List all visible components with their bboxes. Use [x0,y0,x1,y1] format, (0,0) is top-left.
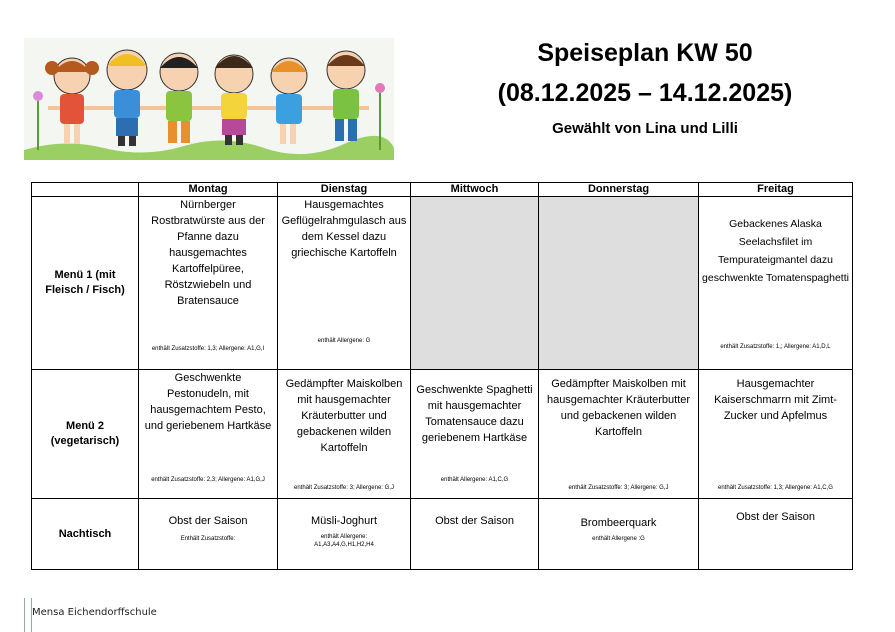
day-wednesday: Mittwoch [411,183,539,197]
row-label-dessert: Nachtisch [32,499,139,570]
dish-text: Gedämpfter Maiskolben mit hausgemachter Kräuterbutter und gebackenen wilden Kartoffeln [285,378,403,454]
allergen-note: enthält Zusatzstoffe: 1,3; Allergene: A1,G,I [151,346,265,352]
dish-text: Obst der Saison [435,515,514,527]
day-monday: Montag [139,183,278,197]
dish-text: Geschwenkte Spaghetti mit hausgemachter Tomatensauce dazu geriebenem Hartkäse [416,384,533,444]
menu2-thursday [539,370,699,499]
allergen-note: enthält Zusatzstoffe: 1,; Allergene: A1,D,L [720,344,831,350]
dish-text: Geschwenkte Pestonudeln, mit hausgemachtem Pesto, und geriebenem Hartkäse [144,372,272,432]
allergen-note: enthält Allergene: A1,C,G [440,477,509,483]
page-title: Speiseplan KW 50 [537,39,753,67]
dish-text: Hausgemachtes Geflügelrahmgulasch aus dem Kessel dazu griechische Kartoffeln [281,199,407,259]
dish-text: Hausgemachter Kaiserschmarrn mit Zimt-Zucker und Apfelmus [714,378,837,422]
row-label-menu1: Menü 1 (mit Fleisch / Fisch) [32,197,139,370]
menu1-tuesday [278,197,411,370]
corner-cell [32,183,139,197]
allergen-note: enthält Allergene: A1,A3,A4,G,H1,H2,H4 [314,534,374,548]
chosen-by: Gewählt von Lina und Lilli [552,120,738,137]
dessert-tuesday [278,499,411,570]
date-range: (08.12.2025 – 14.12.2025) [497,79,793,107]
allergen-note: enthält Zusatzstoffe: 1,3; Allergene: A1,C,G [718,485,833,491]
menu1-row [32,197,853,370]
dessert-wednesday [411,499,539,570]
dessert-monday [139,499,278,570]
dessert-row [32,499,853,570]
allergen-note: enthält Zusatzstoffe: 3; Allergene: G,J [568,485,669,491]
dish-text: Nürnberger Rostbratwürste aus der Pfanne dazu hausgemachtes Kartoffelpüree, Röstzwiebeln und Bratensauce [151,199,265,307]
allergen-note: enthält Zusatzstoffe: 2,3; Allergene: A1,G,J [151,477,265,483]
row-label-menu2: Menü 2 (vegetarisch) [32,370,139,499]
menu2-friday [699,370,853,499]
menu-table [31,182,853,570]
menu1-thursday-empty [539,197,699,370]
footer-bars [24,598,32,632]
menu2-wednesday [411,370,539,499]
dish-text: Müsli-Joghurt [310,515,378,527]
allergen-note: enthält Zusatzstoffe: 3; Allergene: G,J [294,485,394,491]
menu2-row [32,370,853,499]
children-illustration [24,38,394,160]
dish-text: Gebackenes Alaska Seelachsfilet im Tempurateigmantel dazu geschwenkte Tomatenspaghetti [702,218,849,284]
menu2-monday [139,370,278,499]
allergen-note: Enthält Zusatzstoffe: [180,536,236,542]
dessert-friday [699,499,853,570]
day-thursday: Donnerstag [539,183,699,197]
dish-text: Brombeerquark [580,517,657,529]
menu1-friday [699,197,853,370]
day-tuesday: Dienstag [278,183,411,197]
header-row [32,183,853,197]
menu1-wednesday-empty [411,197,539,370]
allergen-note: enthält Allergene: G [317,338,371,344]
dish-text: Gedämpfter Maiskolben mit hausgemachter Kräuterbutter und gebackenen wilden Kartoffeln [546,378,691,438]
title-block [470,38,820,137]
dish-text: Obst der Saison [736,511,815,523]
allergen-note: enthält Allergene :G [592,536,645,542]
menu1-monday [139,197,278,370]
day-friday: Freitag [699,183,853,197]
dish-text: Obst der Saison [168,515,248,527]
school-name: Mensa Eichendorffschule [32,607,157,618]
menu2-tuesday [278,370,411,499]
dessert-thursday [539,499,699,570]
